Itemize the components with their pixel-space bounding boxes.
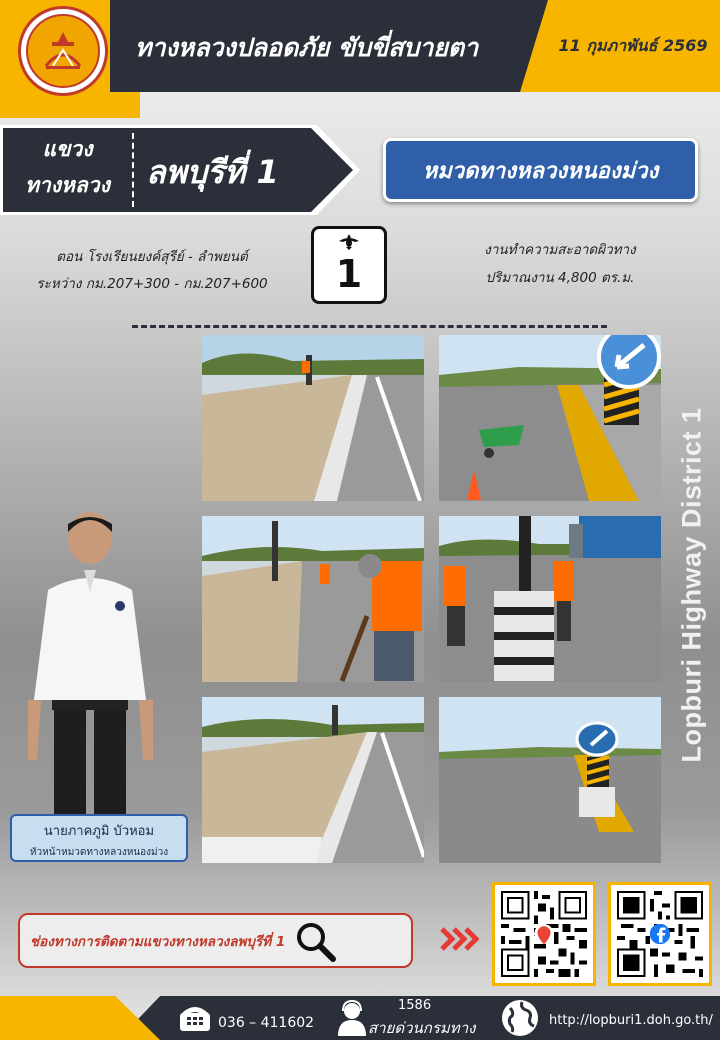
district-banner (0, 125, 360, 215)
district-label (10, 131, 125, 203)
work-photo-4 (439, 516, 661, 682)
phone-icon (178, 1003, 212, 1033)
footer-hotline-number[interactable]: 1586 (398, 998, 432, 1013)
officer-name: นายภาคภูมิ บัวหอม (43, 824, 155, 839)
officer-name-card (10, 814, 188, 862)
officer-portrait (28, 510, 153, 815)
route-shield (311, 226, 387, 304)
qr-code-facebook[interactable] (608, 882, 712, 986)
segment-line1: ตอน โรงเรียนยงค์สุรีย์ - ลำพยนต์ (56, 249, 248, 265)
segment-info (12, 244, 292, 298)
work-line1: งานทำความสะอาดผิวทาง (484, 242, 636, 258)
hotline-person-icon (336, 1000, 368, 1036)
department-logo (18, 6, 108, 96)
work-photo-5 (202, 697, 424, 863)
footer-url[interactable]: http://lopburi1.doh.go.th/ (549, 1013, 713, 1028)
unit-banner (383, 138, 698, 202)
unit-name: หมวดทางหลวงหนองม่วง (422, 158, 659, 184)
side-text: Lopburi Highway District 1 (676, 407, 707, 763)
header-title: ทางหลวงปลอดภัย ขับขี่สบายตา (135, 33, 479, 62)
globe-icon (500, 998, 540, 1038)
footer-phone[interactable]: 036 – 411602 (218, 1015, 315, 1031)
segment-line2: ระหว่าง กม.207+300 - กม.207+600 (36, 276, 268, 292)
header-date: 11 กุมภาพันธ์ 2569 (558, 36, 708, 55)
work-photo-2 (439, 335, 661, 501)
section-divider (132, 325, 607, 328)
side-vertical-text (672, 335, 712, 835)
route-number: 1 (335, 252, 363, 296)
work-info (440, 236, 680, 292)
district-label-line1: แขวง (42, 137, 93, 161)
footer-yellow (0, 996, 160, 1040)
work-photo-1 (202, 335, 424, 501)
follow-label: ช่องทางการติดตามแขวงทางหลวงลพบุรีที่ 1 (30, 933, 286, 950)
follow-channel-box[interactable] (18, 913, 413, 968)
work-line2: ปริมาณงาน 4,800 ตร.ม. (485, 270, 635, 286)
district-label-line2: ทางหลวง (25, 173, 110, 197)
qr-code-maps[interactable] (492, 882, 596, 986)
work-photo-6 (439, 697, 661, 863)
officer-position: หัวหน้าหมวดทางหลวงหนองม่วง (29, 847, 169, 858)
search-icon (293, 919, 337, 963)
work-photo-3 (202, 516, 424, 682)
route-emblem-icon (337, 233, 361, 251)
logo-emblem (38, 26, 88, 76)
district-name: ลพบุรีที่ 1 (146, 153, 279, 191)
footer-hotline-label: สายด่วนกรมทาง (368, 1019, 476, 1037)
chevrons-right-icon (440, 925, 484, 953)
